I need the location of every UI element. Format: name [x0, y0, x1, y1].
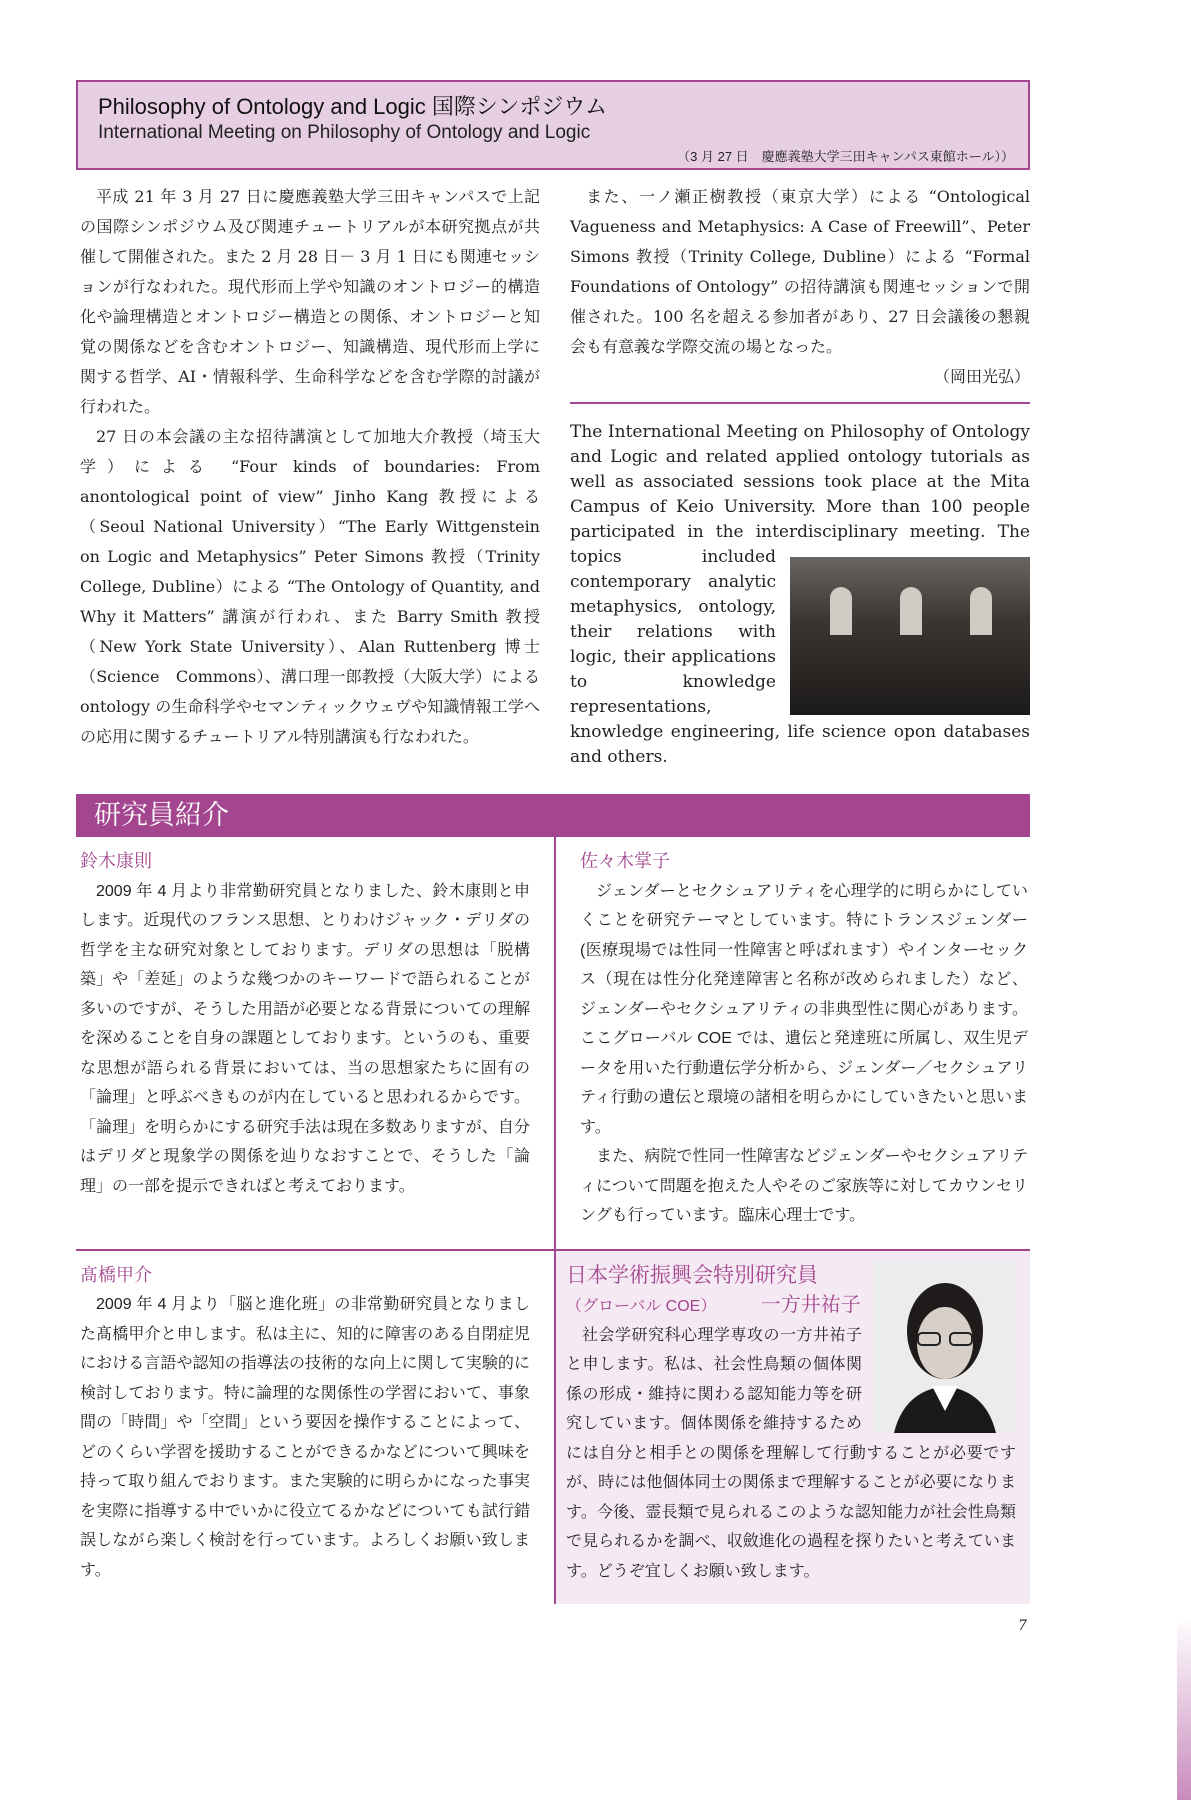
conference-photo: [790, 557, 1030, 715]
page-number: 7: [1018, 1618, 1027, 1634]
page-edge-decoration: [1177, 1616, 1191, 1800]
article-right-column: [570, 182, 1030, 770]
author-signature: （岡田光弘）: [933, 367, 1030, 386]
paragraph: 平成 21 年 3 月 27 日に慶應義塾大学三田キャンパスで上記の国際シンポジウム及び関連チュートリアルが本研究拠点が共催して開催された。また 2 月 28 日－ 3 月 1 日にも関連セッションが行なわれた。現代形而上学や知識のオントロジー的構造化や論理構造とオントロジー構造との関係、オントロジーと知覚の関係などを含むオントロジー、知識構造、現代形而上学に関する哲学、AI・情報科学、生命科学などを含む学際的討議が行われた。: [80, 187, 540, 416]
profile-text: 2009 年 4 月より「脳と進化班」の非常勤研究員となりました髙橋甲介と申します。私は主に、知的に障害のある自閉症児における言語や認知の指導法の技術的な向上に関して実験的に検討しております。特に論理的な関係性の学習において、事象間の「時間」や「空間」という要因を操作することによって、どのくらい学習を援助することができるかなどについて興味を持って取り組んでおります。また実験的に明らかになった事実を実際に指導する中でいかに役立てるかなどについても試行錯誤しながら楽しく検討を行っています。よろしくお願い致します。: [80, 1296, 530, 1579]
profile-suzuki: [76, 837, 554, 1249]
divider: [570, 402, 1030, 404]
profile-text: 社会学研究科心理学専攻の一方井祐子と申します。私は、社会性鳥類の個体関係の形成・維持に関わる認知能力等を研究しています。個体関係を維持するためには自分と相手との関係を理解して行動することが必要ですが、時には他個体同士の関係まで理解することが必要になります。今後、霊長類で見られるこのような認知能力が社会性鳥類で見られるかを調べ、収斂進化の過程を探りたいと考えています。どうぞ宜しくお願い致します。: [566, 1326, 1016, 1580]
article-title: Philosophy of Ontology and Logic 国際シンポジウム: [98, 94, 608, 119]
profile-name: 鈴木康則: [80, 851, 152, 871]
paragraph: また、一ノ瀬正樹教授（東京大学）による “Ontological Vagueness and Metaphysics: A Case of Freewill”、Peter Simons 教授（Trinity College, Dubline）による “Formal Foundations of Ontology” の招待講演も関連セッションで開催された。100 名を超える参加者があり、27 日会議後の懇親会も有意義な学際交流の場となった。: [570, 187, 1030, 356]
page: [76, 80, 1030, 1604]
profile-title: 日本学術振興会特別研究員: [566, 1263, 818, 1287]
article-subtitle: International Meeting on Philosophy of Ontology and Logic: [98, 122, 591, 143]
profile-name: 髙橋甲介: [80, 1264, 152, 1285]
profile-name: 一方井祐子: [760, 1293, 861, 1316]
profile-takahashi: [76, 1249, 554, 1605]
article-header: [76, 80, 1030, 170]
profile-affiliation: （グローバル COE）: [566, 1297, 717, 1315]
paragraph: 27 日の本会議の主な招待講演として加地大介教授（埼玉大学）による “Four kinds of boundaries: From anontological point of view” Jinho Kang 教授による（Seoul National University）“The Early Wittgenstein on Logic and Metaphysics” Peter Simons 教授（Trinity College, Dubline）による “The Ontology of Quantity, and Why it Matters” 講演が行われ、また Barry Smith 教授（New York State University）、Alan Ruttenberg 博士（Science Commons）、溝口理一郎教授（大阪大学）による ontology の生命科学やセマンティックウェヴや知識情報工学への応用に関するチュートリアル特別講演も行なわれた。: [80, 427, 540, 746]
profile-text: また、病院で性同一性障害などジェンダーやセクシュアリティについて問題を抱えた人やそのご家族等に対してカウンセリングも行っています。臨床心理士です。: [580, 1148, 1028, 1224]
english-summary: [570, 420, 1030, 770]
profiles-grid: [76, 837, 1030, 1604]
profile-text: 2009 年 4 月より非常勤研究員となりました、鈴木康則と申します。近現代のフランス思想、とりわけジャック・デリダの哲学を主な研究対象としております。デリダの思想は「脱構築」や「差延」のような幾つかのキーワードで語られることが多いのですが、そうした用語が必要となる背景についての理解を深めることを自身の課題としております。というのも、重要な思想が語られる背景においては、当の思想家たちに固有の「論理」と呼ぶべきものが内在していると思われるからです。「論理」を明らかにする研究手法は現在多数ありますが、自分はデリダと現象学の関係を辿りなおすことで、そうした「論理」の一部を提示できればと考えております。: [80, 882, 530, 1195]
date-venue: （3 月 27 日 慶應義塾大学三田キャンパス東館ホール））: [677, 149, 1014, 164]
profile-name: 佐々木掌子: [580, 851, 670, 871]
article-left-column: [80, 182, 540, 770]
portrait-photo: [874, 1261, 1016, 1433]
english-text: The International Meeting on Philosophy of Ontology and Logic and related applied ontology tutorials as well as associated sessions took place at the Mita Campus of Keio University. More than 100 people participated in the interdisciplinary meeting. The topics included contemporary analytic metaphysics, ontology, their relations with logic, their applications to knowledge representations, knowledge engineering, life science opon databases and others.: [570, 422, 1030, 767]
profile-text: ジェンダーとセクシュアリティを心理学的に明らかにしていくことを研究テーマとしています。特にトランスジェンダー(医療現場では性同一性障害と呼ばれます）やインターセックス（現在は性分化発達障害と名称が改められました）など、ジェンダーやセクシュアリティの非典型性に関心があります。ここグローバル COE では、遺伝と発達班に所属し、双生児データを用いた行動遺伝学分析から、ジェンダー／セクシュアリティ行動の遺伝と環境の諸相を明らかにしていきたいと思います。: [580, 882, 1028, 1136]
profile-ikatai: [554, 1249, 1030, 1605]
section-title: 研究員紹介: [76, 794, 1030, 837]
profile-sasaki: [554, 837, 1030, 1249]
article-body: [76, 182, 1030, 770]
